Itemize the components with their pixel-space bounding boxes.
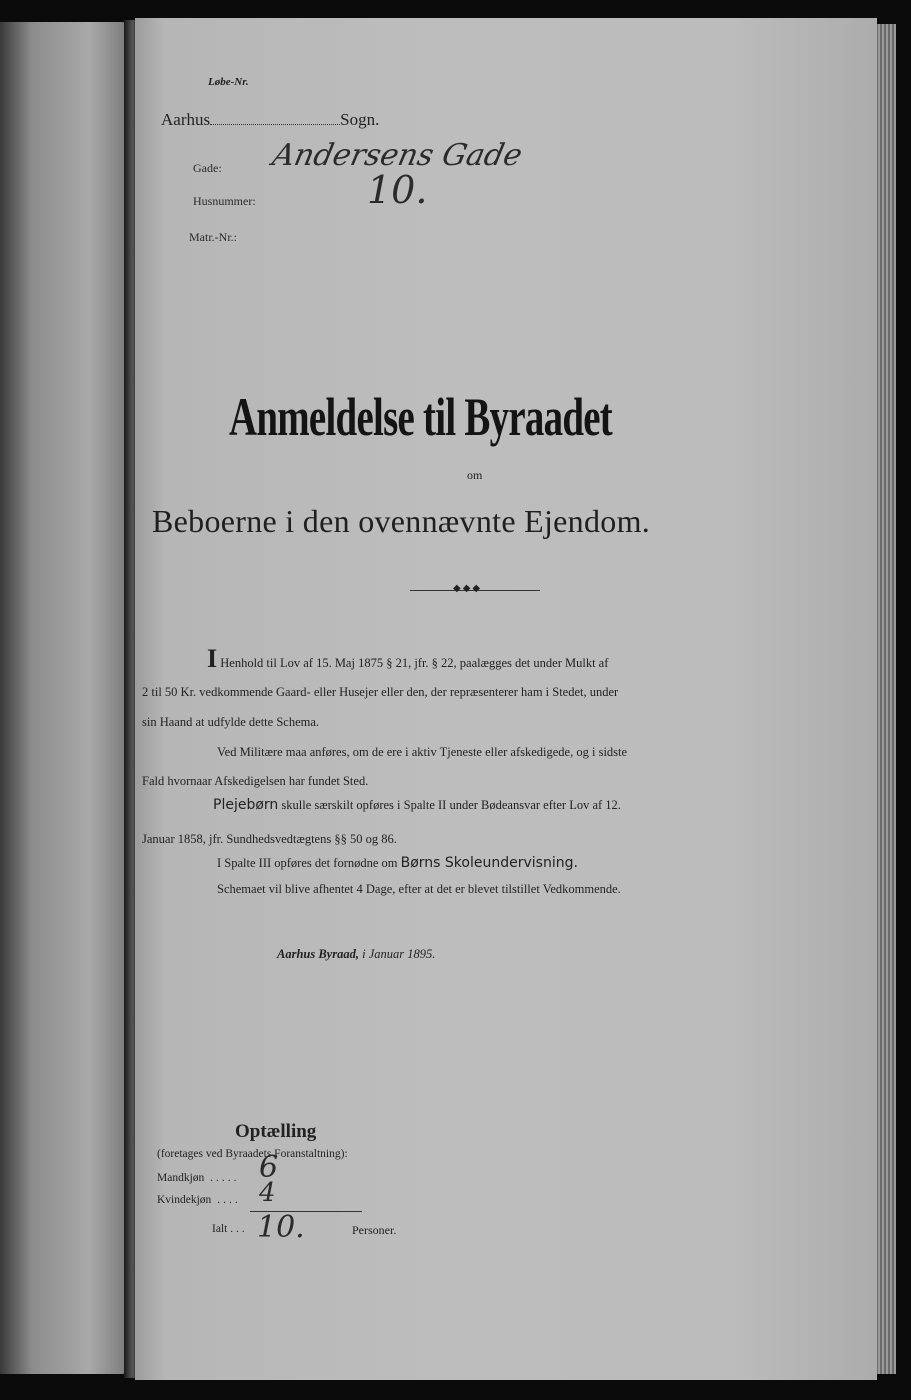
sogn-blank <box>210 124 340 125</box>
husnummer-label: Husnummer: <box>193 194 256 208</box>
document-title: Anmeldelse til Byraadet <box>229 387 612 447</box>
paragraph-1-line-2: 2 til 50 Kr. vedkommende Gaard- eller Husejer eller den, der repræsenterer ham i Stedet, under <box>142 685 619 699</box>
document-page <box>135 18 877 1380</box>
ornament-diamonds: ◆◆◆ <box>453 583 483 594</box>
document-subtitle: Beboerne i den ovennævnte Ejendom. <box>152 503 651 539</box>
mandkjon-handwritten-value: 6 <box>259 1150 279 1185</box>
ialt-label-row: Ialt . . . <box>212 1223 245 1235</box>
ialt-handwritten-value: 10. <box>257 1210 305 1245</box>
paragraph-2-line-2: Fald hvornaar Afskedigelsen har fundet Sted. <box>142 774 369 788</box>
gade-label: Gade: <box>193 161 222 175</box>
paragraph-5: Schemaet vil blive afhentet 4 Dage, efter at det er blevet tilstillet Vedkommende. <box>217 882 621 896</box>
title-om: om <box>467 468 483 482</box>
count-title: Optælling <box>235 1121 317 1142</box>
gade-handwritten-value: Andersens Gade <box>269 138 526 173</box>
signature-line: Aarhus Byraad, i Januar 1895. <box>277 947 436 961</box>
paragraph-1-line-3: sin Haand at udfylde dette Schema. <box>142 715 320 729</box>
count-subtitle: (foretages ved Byraadets Foranstaltning): <box>157 1148 348 1160</box>
paragraph-3-line-1: Plejebørn skulle særskilt opføres i Spalte II under Bødeansvar efter Lov af 12. <box>213 797 621 813</box>
paragraph-4: I Spalte III opføres det fornødne om Børns Skoleundervisning. <box>217 855 578 871</box>
kvindekjon-row: Kvindekjøn .... <box>157 1194 241 1206</box>
paragraph-1-line-1: I Henhold til Lov af 15. Maj 1875 § 21, jfr. § 22, paalægges det under Mulkt af <box>207 644 609 673</box>
city-label: Aarhus <box>161 110 211 129</box>
city-sogn-line <box>161 110 379 130</box>
initial-letter: I <box>207 644 218 673</box>
left-page-edge <box>0 22 128 1374</box>
personer-label: Personer. <box>352 1223 397 1237</box>
mandkjon-row: Mandkjøn ..... <box>157 1172 240 1184</box>
paragraph-3-line-2: Januar 1858, jfr. Sundhedsvedtægtens §§ 50 og 86. <box>142 832 397 846</box>
kvindekjon-handwritten-value: 4 <box>259 1178 276 1208</box>
paragraph-2-line-1: Ved Militære maa anføres, om de ere i aktiv Tjeneste eller afskedigede, og i sidste <box>217 745 628 759</box>
lobe-nr-label: Løbe-Nr. <box>208 76 249 88</box>
husnummer-handwritten-value: 10. <box>367 168 428 212</box>
sogn-label: Sogn. <box>340 110 380 129</box>
matr-nr-label: Matr.-Nr.: <box>189 230 237 244</box>
